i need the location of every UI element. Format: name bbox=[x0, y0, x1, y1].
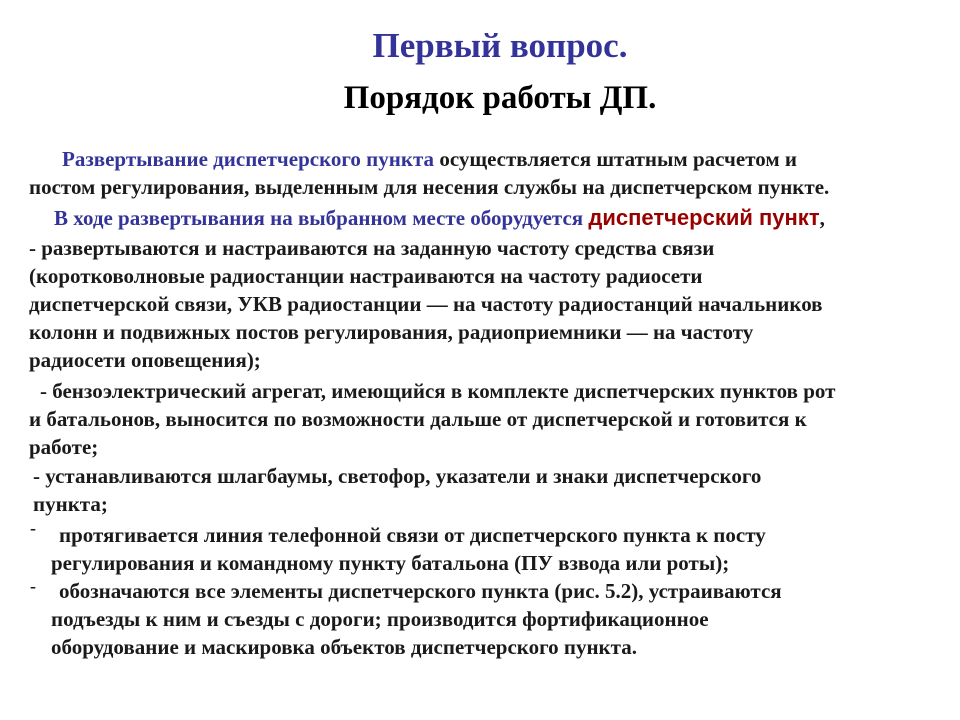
paragraph-2-emphasis: диспетчерский пункт bbox=[588, 205, 820, 230]
bullet-5-line-2: подъезды к ним и съезды с дороги; производится фортификационное bbox=[51, 607, 709, 631]
slide-title: Первый вопрос. bbox=[372, 26, 628, 65]
bullet-4-line-2: регулирования и командному пункту батальона (ПУ взвода или роты); bbox=[51, 551, 730, 575]
paragraph-2-lead: В ходе развертывания на выбранном месте оборудуется bbox=[54, 206, 589, 230]
bullet-5-line-3: оборудование и маскировка объектов диспетчерского пункта. bbox=[51, 635, 637, 659]
bullet-2-line-1: - бензоэлектрический агрегат, имеющийся в комплекте диспетчерских пунктов рот bbox=[40, 379, 836, 403]
bullet-1-line-4: колонн и подвижных постов регулирования, радиоприемники — на частоту bbox=[29, 320, 754, 344]
bullet-1-line-1: - развертываются и настраиваются на заданную частоту средства связи bbox=[29, 236, 715, 260]
bullet-4-marker: - bbox=[30, 518, 36, 538]
bullet-5-line-1: обозначаются все элементы диспетчерского пункта (рис. 5.2), устраиваются bbox=[59, 579, 782, 603]
paragraph-1-lead: Развертывание диспетчерского пункта bbox=[62, 147, 435, 171]
paragraph-2 bbox=[54, 205, 825, 231]
bullet-3-line-2: пункта; bbox=[33, 492, 108, 516]
paragraph-1-line-2: постом регулирования, выделенным для несения службы на диспетчерском пункте. bbox=[29, 175, 830, 199]
bullet-4-line-1: протягивается линия телефонной связи от диспетчерского пункта к посту bbox=[59, 523, 766, 547]
bullet-1-line-2: (коротковолновые радиостанции настраиваются на частоту радиосети bbox=[29, 264, 703, 288]
bullet-1-line-5: радиосети оповещения); bbox=[29, 348, 261, 372]
bullet-1-line-3: диспетчерской связи, УКВ радиостанции — на частоту радиостанций начальников bbox=[29, 292, 823, 316]
bullet-5-marker: - bbox=[30, 576, 36, 596]
paragraph-1-line-1 bbox=[62, 146, 797, 172]
bullet-3-line-1: - устанавливаются шлагбаумы, светофор, указатели и знаки диспетчерского bbox=[33, 464, 762, 488]
slide-subtitle: Порядок работы ДП. bbox=[343, 80, 657, 116]
paragraph-2-tail: , bbox=[819, 206, 825, 230]
paragraph-1-rest: осуществляется штатным расчетом и bbox=[434, 147, 797, 171]
bullet-2-line-3: работе; bbox=[29, 435, 99, 459]
bullet-2-line-2: и батальонов, выносится по возможности дальше от диспетчерской и готовится к bbox=[29, 407, 807, 431]
